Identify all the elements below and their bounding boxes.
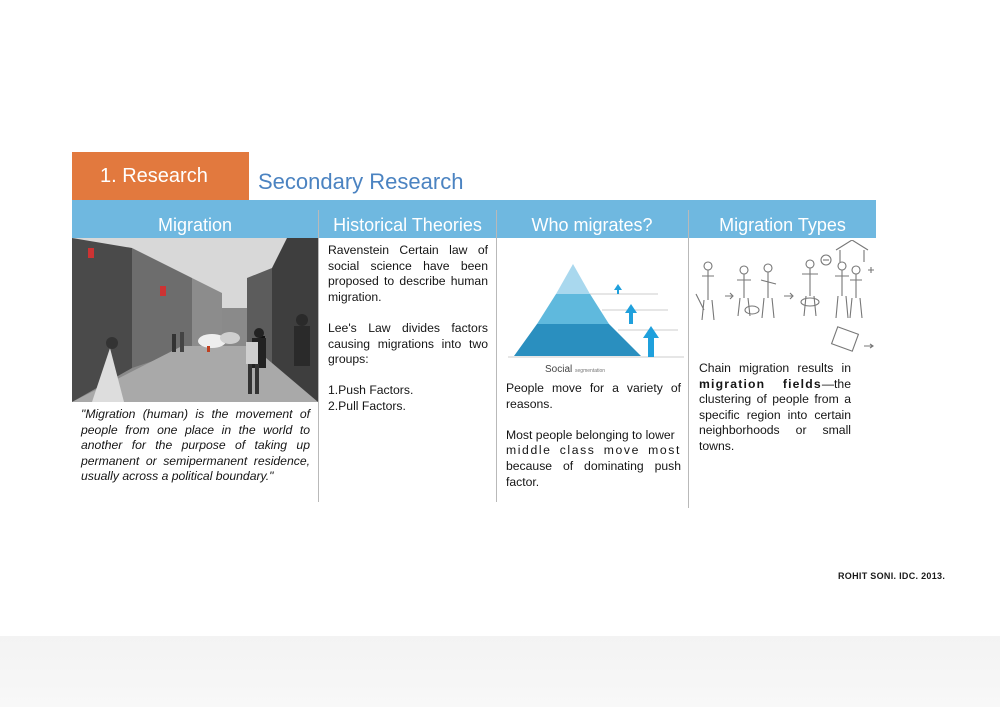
chain-migration-lead: Chain migration results in <box>699 361 851 375</box>
pyramid-caption <box>545 364 605 375</box>
reasons-paragraph: People move for a variety of reasons. <box>506 381 681 411</box>
lees-law-paragraph: Lee's Law divides factors causing migrations into two groups: <box>328 320 488 367</box>
column-divider <box>496 210 497 502</box>
street-photo <box>72 238 318 402</box>
section-tab: 1. Research <box>72 152 249 200</box>
lower-middle-class-line-2: middle class move most <box>506 443 681 458</box>
social-segmentation-pyramid <box>508 256 684 378</box>
author-credit: ROHIT SONI. IDC. 2013. <box>838 571 946 581</box>
column-title-historical-theories: Historical Theories <box>333 215 482 235</box>
pull-factors-item: 2.Pull Factors. <box>328 398 406 413</box>
pyramid-top-layer <box>556 264 590 294</box>
ravenstein-paragraph: Ravenstein Certain law of social science have been proposed to describe human migration. <box>328 243 488 304</box>
column-title-who-migrates: Who migrates? <box>531 215 653 235</box>
migration-fields-term: migration fields <box>699 376 822 391</box>
pyramid-base-layer <box>514 324 641 356</box>
push-factors-item: 1.Push Factors. <box>328 383 414 398</box>
column-divider <box>688 210 689 508</box>
chain-migration-sketch <box>692 240 876 358</box>
bottom-band <box>0 636 1000 707</box>
migration-types-text <box>699 361 851 455</box>
column-divider <box>318 210 319 502</box>
lower-middle-class-line-3: because of dominating push factor. <box>506 458 681 489</box>
pyramid-label: Social <box>545 364 573 375</box>
column-title-migration: Migration <box>157 215 233 235</box>
pyramid-middle-layer <box>537 294 609 324</box>
lower-middle-class-line-1: Most people belonging to lower <box>506 427 675 442</box>
who-migrates-text <box>506 381 681 490</box>
pyramid-sublabel: segmentation <box>575 368 606 374</box>
chain-migration-rest: —the clustering of people from a specific region into certain neighborhoods or small towns. <box>699 376 851 453</box>
column-title-migration-types: Migration Types <box>719 215 846 235</box>
historical-theories-text <box>328 243 488 415</box>
migration-definition-quote: "Migration (human) is the movement of people from one place in the world to another for the purpose of taking up permanent or semipermanent residence, usually across a political boundary." <box>81 407 310 484</box>
page-title: Secondary Research <box>258 169 464 194</box>
